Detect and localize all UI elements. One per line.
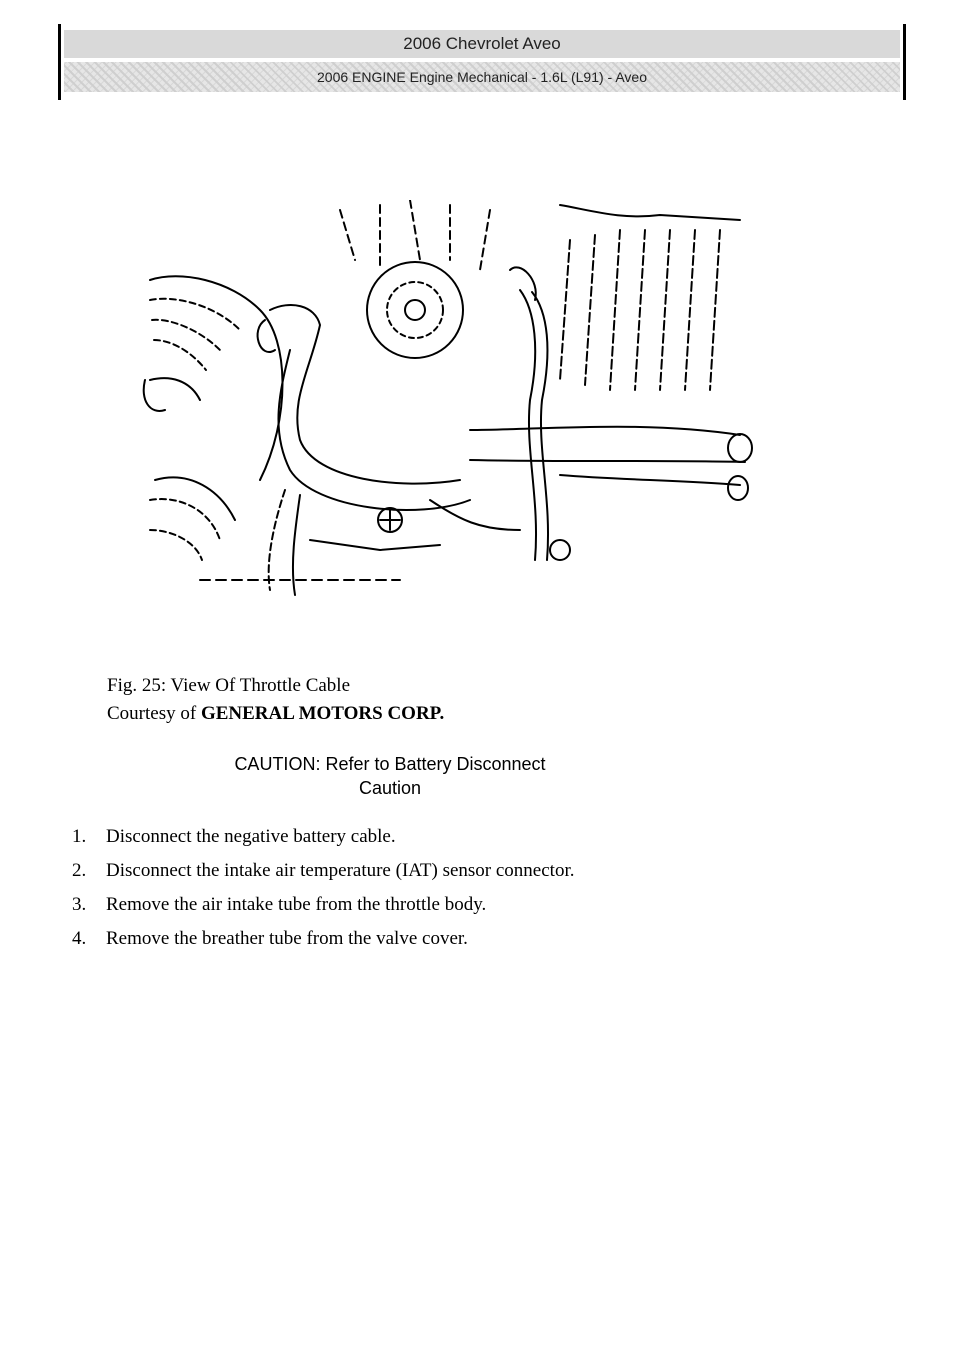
step-number: 1. [72,826,87,847]
step-number: 4. [72,928,87,949]
step-text: Remove the air intake tube from the throttle body. [106,894,487,915]
caption-source: GENERAL MOTORS CORP. [200,703,445,724]
step-item [72,894,574,928]
step-text: Disconnect the intake air temperature (IAT) sensor connector. [106,860,575,881]
caution-line-2: Caution [358,778,422,798]
step-item [72,826,574,860]
procedure-steps [72,826,574,962]
header-border-left [58,24,61,100]
header-title: 2006 Chevrolet Aveo [64,30,900,58]
caption-courtesy [107,700,444,728]
caution-notice [150,752,630,800]
header-subtitle: 2006 ENGINE Engine Mechanical - 1.6L (L91) - Aveo [64,62,900,92]
step-number: 2. [72,860,87,881]
caption-title: Fig. 25: View Of Throttle Cable [107,675,351,696]
step-text: Disconnect the negative battery cable. [106,826,396,847]
caution-line-1: CAUTION: Refer to Battery Disconnect [234,754,546,774]
step-text: Remove the breather tube from the valve cover. [106,928,468,949]
page-header [58,24,906,100]
figure-caption [107,672,444,728]
step-number: 3. [72,894,87,915]
throttle-cable-illustration [140,200,760,610]
step-item [72,928,574,962]
caption-prefix: Courtesy of [107,703,201,724]
step-item [72,860,574,894]
header-border-right [903,24,906,100]
